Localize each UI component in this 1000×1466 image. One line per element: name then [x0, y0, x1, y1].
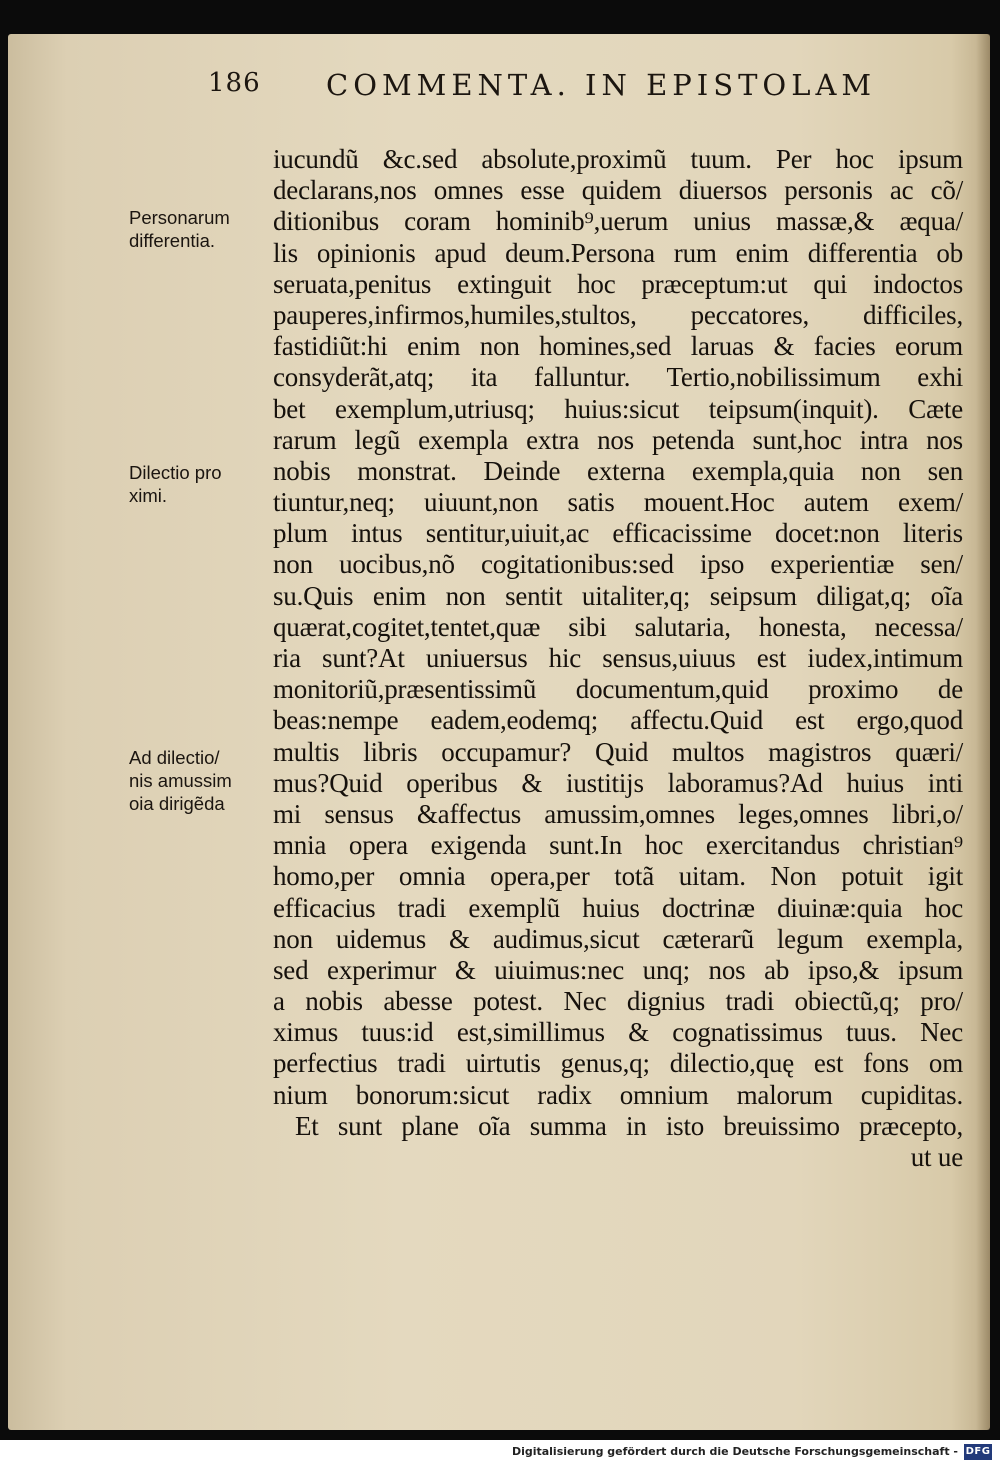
- body-line: perfectius tradi uirtutis genus,q; dilectio,quę est fons om: [273, 1048, 963, 1079]
- body-line: tiuntur,neq; uiuunt,non satis mouent.Hoc autem exem/: [273, 487, 963, 518]
- page-edge-shadow: [976, 34, 990, 1430]
- body-line: beas:nempe eadem,eodemq; affectu.Quid est ergo,quod: [273, 705, 963, 736]
- body-line: monitoriũ,præsentissimũ documentum,quid proximo de: [273, 674, 963, 705]
- body-line: su.Quis enim non sentit uitaliter,q; seipsum diligat,q; oĩa: [273, 580, 963, 611]
- body-line: nobis monstrat. Deinde externa exempla,quia non sen: [273, 455, 963, 486]
- body-line: lis opinionis apud deum.Persona rum enim differentia ob: [273, 237, 963, 268]
- body-line: efficacius tradi exemplũ huius doctrinæ diuinæ:quia hoc: [273, 892, 963, 923]
- marginal-note-line: Personarum: [129, 207, 230, 228]
- body-line: fastidiũt:hi enim non homines,sed laruas & facies eorum: [273, 331, 963, 362]
- body-line: sed experimur & uiuimus:nec unq; nos ab ipso,& ipsum: [273, 954, 963, 985]
- body-line: mus?Quid operibus & iustitijs laboramus?Ad huius inti: [273, 767, 963, 798]
- body-line: ditionibus coram hominib⁹,uerum unius massæ,& æqua/: [273, 206, 963, 237]
- body-line: pauperes,infirmos,humiles,stultos, peccatores, difficiles,: [273, 299, 963, 330]
- funding-credit: Digitalisierung gefördert durch die Deutsche Forschungsgemeinschaft -: [511, 1445, 958, 1458]
- page-header: [208, 66, 968, 106]
- body-line: multis libris occupamur? Quid multos magistros quæri/: [273, 736, 963, 767]
- body-line: mnia opera exigenda sunt.In hoc exercitandus christian⁹: [273, 830, 963, 861]
- body-line: non uidemus & audimus,sicut cæterarũ legum exempla,: [273, 923, 963, 954]
- marginal-note-line: ximi.: [129, 485, 168, 506]
- running-title: COMMENTA. IN EPISTOLAM: [326, 68, 877, 102]
- marginal-note-personarum: [129, 206, 279, 252]
- marginalia: [8, 34, 258, 1430]
- body-line: mi sensus &affectus amussim,omnes leges,omnes libri,o/: [273, 798, 963, 829]
- book-page: [8, 34, 990, 1430]
- body-line: plum intus sentitur,uiuit,ac efficacissime docet:non literis: [273, 518, 963, 549]
- body-line: quærat,cogitet,tentet,quæ sibi salutaria, honesta, necessa/: [273, 611, 963, 642]
- body-line: a nobis abesse potest. Nec dignius tradi obiectũ,q; pro/: [273, 986, 963, 1017]
- marginal-note-line: Dilectio pro: [129, 462, 222, 483]
- body-line: nium bonorum:sicut radix omnium malorum cupiditas.: [273, 1079, 963, 1110]
- body-line: Et sunt plane oĩa summa in isto breuissimo præcepto,: [295, 1110, 963, 1141]
- marginal-note-line: nis amussim: [129, 770, 232, 791]
- marginal-note-dilectio: [129, 461, 279, 507]
- body-text: [273, 144, 963, 1173]
- digitization-footer: [0, 1440, 1000, 1466]
- body-line: ria sunt?At uniuersus hic sensus,uiuus est iudex,intimum: [273, 643, 963, 673]
- marginal-note-line: differentia.: [129, 230, 216, 251]
- dfg-logo-icon: DFG: [964, 1444, 992, 1460]
- marginal-note-line: Ad dilectio/: [129, 747, 220, 768]
- body-line: declarans,nos omnes esse quidem diuersos personis ac cõ/: [273, 175, 963, 206]
- body-line: consyderãt,atq; ita falluntur. Tertio,nobilissimum exhi: [273, 362, 963, 393]
- body-line: ximus tuus:id est,simillimus & cognatissimus tuus. Nec: [273, 1017, 963, 1048]
- catchword: ut ue: [910, 1142, 963, 1172]
- page-number: 186: [208, 68, 261, 98]
- marginal-note-line: oia dirigẽda: [129, 793, 225, 814]
- body-line: bet exemplum,utriusq; huius:sicut teipsum(inquit). Cæte: [273, 393, 963, 424]
- marginal-note-amussim: [129, 746, 279, 815]
- body-line: rarum legũ exempla extra nos petenda sunt,hoc intra nos: [273, 424, 963, 455]
- body-line: homo,per omnia opera,per totã uitam. Non potuit igit: [273, 861, 963, 892]
- body-line: seruata,penitus extinguit hoc præceptum:ut qui indoctos: [273, 268, 963, 299]
- body-line: non uocibus,nõ cogitationibus:sed ipso experientiæ sen/: [273, 549, 963, 580]
- body-line: iucundũ &c.sed absolute,proximũ tuum. Per hoc ipsum: [273, 144, 963, 174]
